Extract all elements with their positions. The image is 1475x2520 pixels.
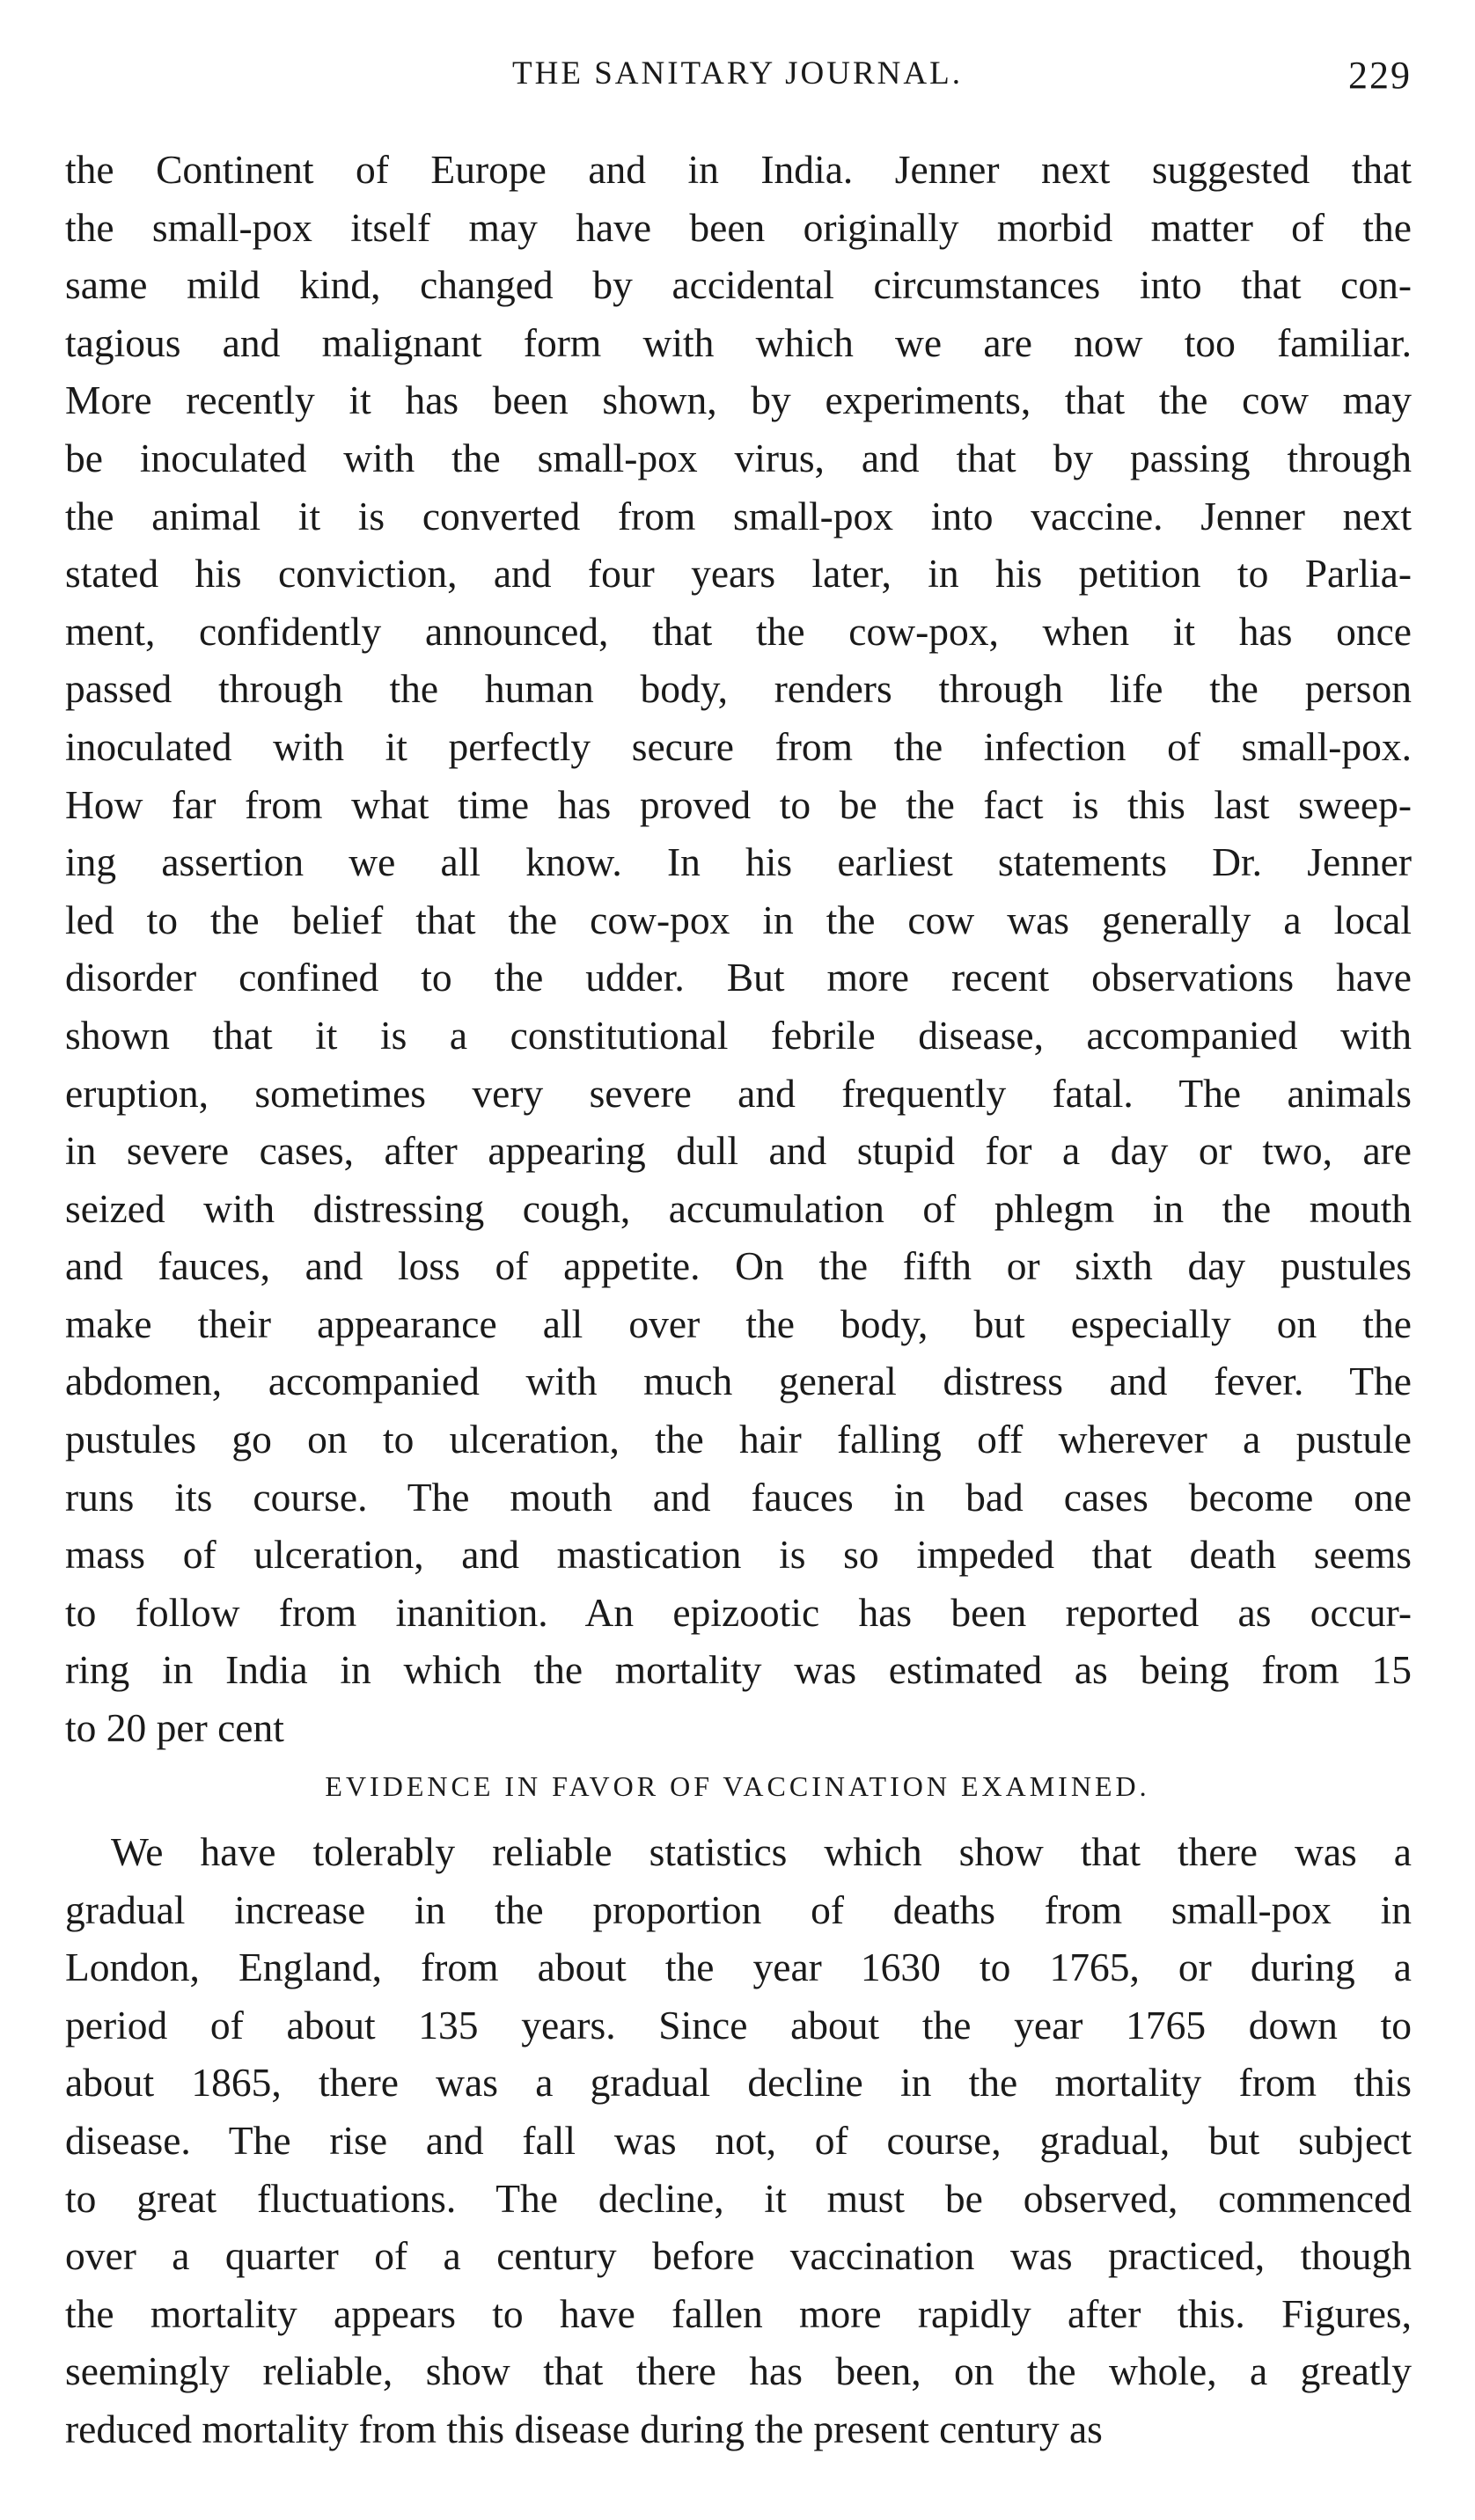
text-line: be inoculated with the small-pox virus, and that by passing through [65,435,1412,480]
text-line: passed through the human body, renders through life the person [65,666,1412,712]
paragraph-evidence [65,1823,1412,2458]
text-line: over a quarter of a century before vaccination was practiced, though [65,2233,1412,2279]
text-line: the Continent of Europe and in India. Jenner next suggested that [65,147,1412,192]
text-line: same mild kind, changed by accidental circumstances into that con- [65,262,1412,308]
text-line: to follow from inanition. An epizootic has been reported as occur- [65,1589,1412,1635]
text-line: gradual increase in the proportion of deaths from small-pox in [65,1886,1412,1932]
text-line: stated his conviction, and four years later, in his petition to Parlia- [65,551,1412,597]
text-line: More recently it has been shown, by experiments, that the cow may [65,377,1412,423]
text-line: eruption, sometimes very severe and frequently fatal. The animals [65,1070,1412,1116]
text-line: disorder confined to the udder. But more recent observations have [65,955,1412,1000]
text-line: pustules go on to ulceration, the hair falling off wherever a pustule [65,1417,1412,1462]
text-line: London, England, from about the year 1630 to 1765, or during a [65,1945,1412,1990]
text-line: ing assertion we all know. In his earliest statements Dr. Jenner [65,839,1412,885]
text-line: led to the belief that the cow-pox in the cow was generally a local [65,897,1412,942]
text-line: abdomen, accompanied with much general distress and fever. The [65,1359,1412,1404]
text-line: seized with distressing cough, accumulation of phlegm in the mouth [65,1185,1412,1231]
text-line: runs its course. The mouth and fauces in bad cases become one [65,1474,1412,1520]
text-line: to great fluctuations. The decline, it must be observed, commenced [65,2175,1412,2221]
running-title: THE SANITARY JOURNAL. [512,55,963,92]
paragraph-continuation [65,141,1412,1757]
text-line: inoculated with it perfectly secure from the infection of small-pox. [65,723,1412,769]
text-line: the small-pox itself may have been originally morbid matter of the [65,204,1412,250]
text-line: reduced mortality from this disease during the present century as [65,2406,1103,2451]
text-line: to 20 per cent [65,1705,284,1751]
text-line: in severe cases, after appearing dull and stupid for a day or two, are [65,1128,1412,1174]
page-number: 229 [1348,54,1412,97]
text-line: disease. The rise and fall was not, of course, gradual, but subject [65,2117,1412,2163]
text-line: make their appearance all over the body, but especially on the [65,1300,1412,1346]
text-line: the mortality appears to have fallen more rapidly after this. Figures, [65,2290,1412,2336]
text-line: period of about 135 years. Since about the year 1765 down to [65,2002,1412,2048]
text-line: tagious and malignant form with which we are now too familiar. [65,319,1412,365]
text-line: shown that it is a constitutional febrile disease, accompanied with [65,1012,1412,1058]
text-line: about 1865, there was a gradual decline in the mortality from this [65,2060,1412,2106]
section-heading: EVIDENCE IN FAVOR OF VACCINATION EXAMINED. [325,1770,1150,1802]
text-line: mass of ulceration, and mastication is so impeded that death seems [65,1532,1412,1578]
text-line: the animal it is converted from small-pox into vaccine. Jenner next [65,493,1412,538]
text-line: ring in India in which the mortality was estimated as being from 15 [65,1647,1412,1693]
running-head [0,55,1475,99]
text-line: How far from what time has proved to be the fact is this last sweep- [65,781,1412,827]
text-line: seemingly reliable, show that there has been, on the whole, a greatly [65,2348,1412,2394]
text-line: and fauces, and loss of appetite. On the fifth or sixth day pustules [65,1243,1412,1289]
text-line: ment, confidently announced, that the cow-pox, when it has once [65,608,1412,654]
text-line: We have tolerably reliable statistics which show that there was a [111,1829,1412,1874]
